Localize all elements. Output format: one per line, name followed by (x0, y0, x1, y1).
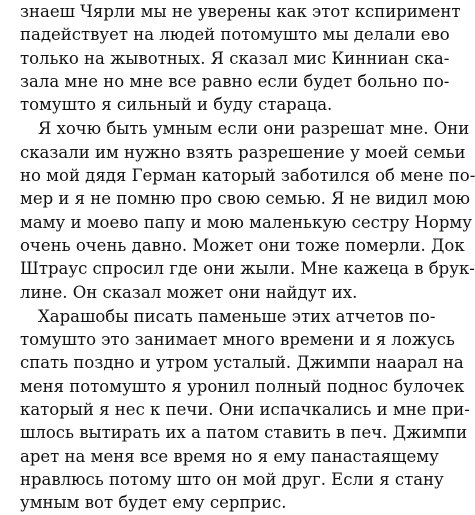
text-line: знаеш Чярли мы не уверены как этот кспиримент (20, 2, 461, 21)
text-line: Я хочю быть умным если они разрешат мне. Они (38, 119, 470, 139)
text-line: зала мне но мне все равно если будет больно по- (20, 71, 450, 91)
paragraph-1 (20, 0, 461, 116)
text-line: арет на меня все время но я ему панастаящему (20, 446, 439, 466)
text-line: умным вот будет ему серприс. (20, 493, 287, 513)
text-line: томушто это занимает много времени и я ложусь (20, 330, 455, 350)
text-line: только на жывотных. Я сказал мис Кинниан ска- (20, 48, 450, 68)
paragraph-3 (20, 305, 470, 515)
text-line: каторый я нес к печи. Они испачкались и мне при- (20, 400, 470, 420)
text-line: спать поздно и утром усталый. Джимпи наарал на (20, 353, 464, 373)
text-line: мер и я не помню про свою семью. Я не видил мою (20, 189, 471, 209)
text-line: сказали им нужно взять разрешение у моей семьи (20, 142, 466, 162)
text-line: Штраус спросил где они жыли. Мне кажеца в брук- (20, 259, 475, 279)
text-line: но мой дядя Герман каторый заботился об мене по- (20, 166, 475, 186)
text-line: Харашобы писать паменьше этих атчетов по- (38, 306, 436, 326)
paragraph-2 (20, 117, 475, 303)
text-line: маму и моево папу и мою маленькую сестру Норму (20, 212, 472, 232)
text-line: очень очень давно. Может они тоже померли. Док (20, 235, 465, 255)
text-line: меня потомушто я уронил полный поднос булочек (20, 376, 465, 396)
text-line: нравлюсь потому што он мой друг. Если я стану (20, 469, 444, 489)
text-line: томушто я сильный и буду стараца. (20, 95, 333, 115)
page-text (20, 0, 475, 515)
text-line: падействует на людей потомушто мы делали ево (20, 25, 450, 45)
text-line: шлось вытирать их а патом ставить в печ. Джимпи (20, 423, 468, 443)
text-line: лине. Он сказал может они найдут их. (20, 282, 358, 302)
